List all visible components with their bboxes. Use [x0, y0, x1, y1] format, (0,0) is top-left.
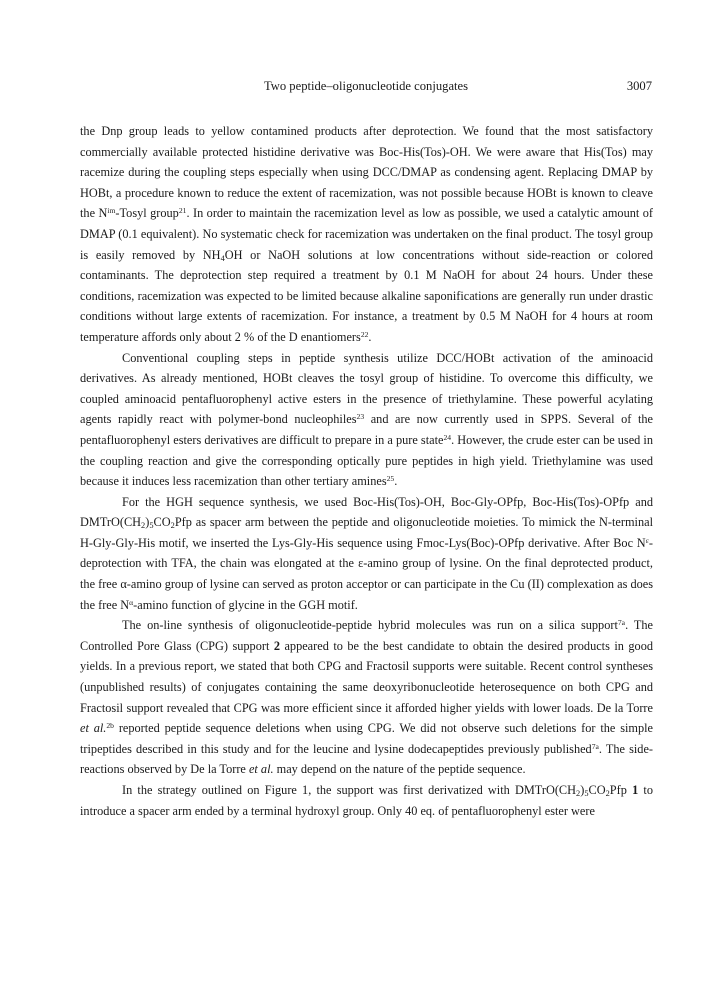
- p5-text-4: Pfp: [609, 783, 633, 797]
- p5-text-5: to introduce a spacer arm ended by a terminal hydroxyl group. Only 40 eq. of pentafluorophenyl ester were: [80, 783, 653, 818]
- p1-sub-4: 4: [220, 253, 225, 263]
- p4-text-6: may depend on the nature of the peptide sequence.: [273, 762, 526, 777]
- p3-sub-2b: 2: [170, 521, 175, 531]
- citation-7a: 7a: [617, 618, 626, 628]
- p2-text-1: Conventional coupling steps in peptide synthesis utilize DCC/HOBt activation of the aminoacid derivatives. As already mentioned, HOBt cleaves the tosyl group of histidine. To overcome this difficulty, we coupled aminoacid pentafluorophenyl active esters in the presence of triethylamine. These powerful acylating agents rapidly react with polymer-bond nucleophiles: [80, 350, 653, 427]
- citation-7a-2: 7a: [591, 741, 599, 751]
- p5-sub-5: 5: [584, 789, 589, 799]
- p2-text-3: . However, the crude ester can be used in the coupling reaction and give the corresponding optically pure peptides in high yield. Triethylamine was used because it induces less racemization than other tertiary amines: [80, 432, 653, 489]
- p3-sub-2: 2: [141, 521, 146, 531]
- body-text: [80, 121, 653, 821]
- p1-sup-im: im: [107, 206, 116, 216]
- citation-2b: 2b: [106, 721, 114, 731]
- p5-text-1: In the strategy outlined on Figure 1, the support was first derivatized with DMTrO(CH: [122, 783, 577, 797]
- compound-1: 1: [632, 783, 639, 797]
- p3-sup-epsilon: ε: [645, 535, 649, 545]
- paragraph-3: [80, 492, 653, 616]
- p3-sub-5: 5: [149, 521, 154, 531]
- compound-2: 2: [273, 638, 280, 653]
- p3-sup-alpha: α: [129, 597, 134, 607]
- p4-text-1: The on-line synthesis of oligonucleotide-peptide hybrid molecules was run on a silica support: [122, 618, 618, 633]
- p3-text-2: ): [145, 515, 150, 530]
- p3-text-3: CO: [153, 515, 171, 530]
- p3-text-6: -amino function of glycine in the GGH motif.: [133, 597, 358, 612]
- paragraph-1: [80, 121, 653, 348]
- p1-text-5: .: [368, 329, 372, 344]
- paragraph-2: [80, 348, 653, 492]
- p1-text-4: OH or NaOH solutions at low concentrations without side-reaction or colored contaminants. The deprotection step required a treatment by 0.1 M NaOH for about 24 hours. Under these conditions, racemization was expected to be limited because alkaline saponifications are generally run under drastic conditions without large extents of racemization. For instance, a treatment by 0.5 M NaOH for 4 hours at room temperature affords only about 2 % of the D enantiomers: [80, 247, 654, 344]
- p5-sub-2: 2: [576, 789, 581, 799]
- citation-22: 22: [360, 329, 369, 339]
- p1-text-1: the Dnp group leads to yellow contamined products after deprotection. We found that the most satisfactory commercially available protected histidine derivative was Boc-His(Tos)-OH. We were aware that His(Tos) may racemize during the coupling steps especially when using DCC/DMAP as condensing agent. Replacing DMAP by HOBt, a procedure known to reduce the extent of racemization, was not possible because HOBt is known to cleave the N: [80, 124, 653, 221]
- et-al-1: et al.: [80, 721, 107, 736]
- p2-text-4: .: [394, 474, 398, 489]
- p5-text-2: ): [580, 783, 585, 797]
- citation-24: 24: [443, 432, 452, 442]
- citation-21: 21: [178, 206, 187, 216]
- paragraph-5: [80, 780, 653, 821]
- p5-sub-2b: 2: [605, 789, 610, 799]
- p4-text-4: reported peptide sequence deletions when using CPG. We did not observe such deletions for the simple tripeptides described in this study and for the leucine and lysine dodecapeptides previously published: [80, 721, 653, 756]
- paragraph-4: [80, 615, 653, 780]
- citation-23: 23: [356, 412, 365, 422]
- p3-text-4: Pfp as spacer arm between the peptide and oligonucleotide moieties. To mimick the N-terminal H-Gly-Gly-His motif, we inserted the Lys-Gly-His sequence using Fmoc-Lys(Boc)-OPfp derivative. After Boc N: [80, 515, 653, 550]
- page-number: 3007: [626, 79, 652, 93]
- citation-25: 25: [386, 473, 395, 483]
- p4-text-5: . The side-reactions observed by De la Torre: [80, 741, 653, 777]
- running-header: [80, 79, 652, 99]
- p2-text-2: and are now currently used in SPPS. Several of the pentafluorophenyl esters derivatives are difficult to prepare in a pure state: [80, 412, 654, 447]
- p4-text-3: appeared to be the best candidate to obtain the desired products in good yields. In a previous report, we stated that both CPG and Fractosil supports were suitable. Recent control syntheses (unpublished results) of conjugates containing the same deoxyribonucleotide heterosequence on both CPG and Fractosil support revealed that CPG was more efficient since it afforded higher yields with lower loads. De la Torre: [80, 638, 653, 715]
- p1-text-3: . In order to maintain the racemization level as low as possible, we used a catalytic amount of DMAP (0.1 equivalent). No systematic check for racemization was undertaken on the final product. The tosyl group is easily removed by NH: [80, 206, 653, 262]
- running-title: Two peptide–oligonucleotide conjugates: [263, 79, 469, 93]
- p3-text-5: -deprotection with TFA, the chain was elongated at the ε-amino group of lysine. On the final deprotected product, the free α-amino group of lysine can served as proton acceptor or can participate in the Cu (II) complexation as does the free N: [80, 535, 653, 612]
- et-al-2: et al.: [248, 762, 274, 777]
- p5-text-3: CO: [588, 783, 606, 797]
- p4-text-2: . The Controlled Pore Glass (CPG) support: [80, 618, 654, 653]
- p3-text-1: For the HGH sequence synthesis, we used Boc-His(Tos)-OH, Boc-Gly-OPfp, Boc-His(Tos)-OPfp and DMTrO(CH: [80, 494, 653, 530]
- p1-text-2: -Tosyl group: [115, 206, 179, 221]
